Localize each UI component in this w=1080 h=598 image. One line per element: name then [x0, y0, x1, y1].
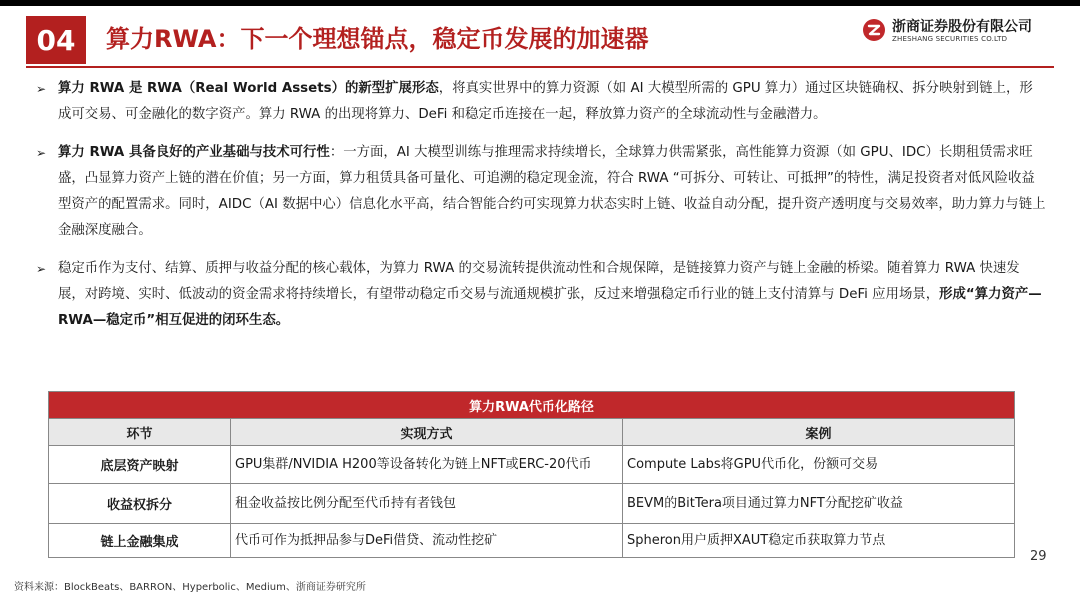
title-divider	[26, 66, 1054, 68]
table-title: 算力RWA代币化路径	[49, 392, 1015, 419]
bullet-arrow-icon: ➢	[36, 82, 47, 96]
bullet-text: ：一方面，AI 大模型训练与推理需求持续增长，全球算力供需紧张，高性能算力资源（如 GPU、IDC）长期租赁需求旺盛，凸显算力资产上链的潜在价值；另一方面，算力租赁具备可量化、可追溯的稳定现金流，符合 RWA “可拆分、可转让、可抵押”的特性，满足投资者对低风险收益型资产的配置需求。同时，AIDC（AI 数据中心）信息化水平高，结合智能合约可实现算力状态实时上链、收益自动分配，提升资产透明度与交易效率，助力算力与链上金融深度融合。	[58, 145, 1046, 238]
case-cell: Compute Labs将GPU代币化，份额可交易	[623, 446, 1015, 484]
bullet-item	[36, 256, 1046, 334]
company-logo	[862, 14, 1052, 50]
table-row	[49, 484, 1015, 524]
bullet-conclusion: 形成“算力资产—RWA—稳定币”相互促进的闭环生态。	[58, 287, 1042, 328]
slide-title: 算力RWA：下一个理想锚点，稳定币发展的加速器	[106, 25, 649, 53]
source-note: 资料来源：BlockBeats、BARRON、Hyperbolic、Medium、浙商证券研究所	[14, 582, 366, 593]
column-header-method: 实现方式	[231, 419, 623, 446]
case-cell: Spheron用户质押XAUT稳定币获取算力节点	[623, 524, 1015, 558]
bullet-text: ，将真实世界中的算力资源（如 AI 大模型所需的 GPU 算力）通过区块链确权、拆分映射到链上，形成可交易、可金融化的数字资产。算力 RWA 的出现将算力、DeFi 和稳定币连接在一起，释放算力资产的全球流动性与金融潜力。	[58, 81, 1033, 122]
method-cell: GPU集群/NVIDIA H200等设备转化为链上NFT或ERC-20代币	[231, 446, 623, 484]
table-row	[49, 524, 1015, 558]
table-header-row	[49, 419, 1015, 446]
case-cell: BEVM的BitTera项目通过算力NFT分配挖矿收益	[623, 484, 1015, 524]
section-number-badge: 04	[26, 16, 86, 64]
bullet-arrow-icon: ➢	[36, 146, 47, 160]
stage-cell: 链上金融集成	[49, 524, 231, 558]
bullet-list	[36, 76, 1046, 346]
bullet-arrow-icon: ➢	[36, 262, 47, 276]
zheshang-logo-icon	[862, 18, 886, 42]
bullet-lead: 算力 RWA 是 RWA（Real World Assets）的新型扩展形态	[58, 81, 439, 96]
tokenization-path-table	[48, 391, 1015, 558]
stage-cell: 底层资产映射	[49, 446, 231, 484]
bullet-item	[36, 76, 1046, 128]
table-title-row	[49, 392, 1015, 419]
table-row	[49, 446, 1015, 484]
stage-cell: 收益权拆分	[49, 484, 231, 524]
bullet-item	[36, 140, 1046, 244]
method-cell: 代币可作为抵押品参与DeFi借贷、流动性挖矿	[231, 524, 623, 558]
bullet-lead: 算力 RWA 具备良好的产业基础与技术可行性	[58, 145, 330, 160]
logo-name-cn: 浙商证券股份有限公司	[892, 19, 1032, 35]
column-header-stage: 环节	[49, 419, 231, 446]
method-cell: 租金收益按比例分配至代币持有者钱包	[231, 484, 623, 524]
top-border	[0, 0, 1080, 6]
bullet-text: 稳定币作为支付、结算、质押与收益分配的核心载体，为算力 RWA 的交易流转提供流动性和合规保障，是链接算力资产与链上金融的桥梁。随着算力 RWA 快速发展，对跨境、实时、低波动的资金需求将持续增长，有望带动稳定币交易与流通规模扩张，反过来增强稳定币行业的链上支付清算与 DeFi 应用场景，	[58, 261, 1020, 302]
column-header-case: 案例	[623, 419, 1015, 446]
page-number: 29	[1030, 549, 1047, 564]
logo-name-en: ZHESHANG SECURITIES CO.LTD	[892, 35, 1008, 43]
